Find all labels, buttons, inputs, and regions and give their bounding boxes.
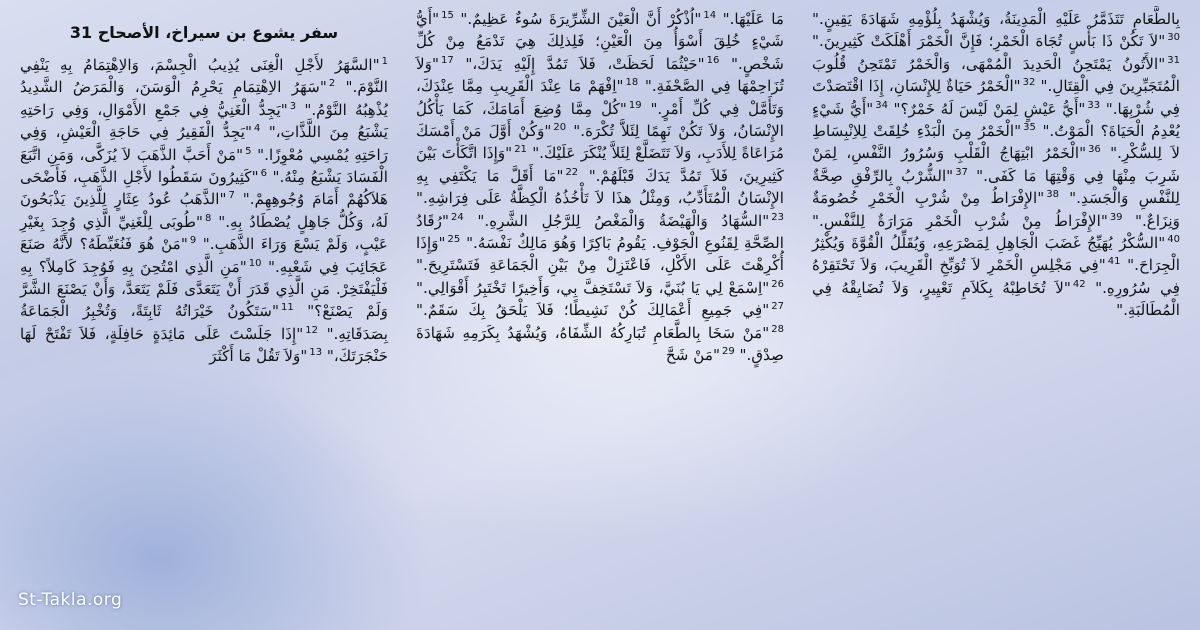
verse xyxy=(812,32,1180,50)
verse-text: "وَإِذَا أُكْرِهْتَ عَلَى الأَكْلِ، فَاعْتَزِلْ مِنْ بَيْنِ الْجَمَاعَةِ فَتَسْتَرِيحَ." xyxy=(416,234,784,275)
verse-text: "أَيُّ شَيْءٍ خُلِقَ أَسْوَأُ مِنَ الْعَيْنِ؛ فَلِذلِكَ هِيَ تَدْمَعُ مِنْ كُلِّ شَخْصٍ." xyxy=(416,10,784,73)
verse-number: 10 xyxy=(248,257,262,269)
verse-text: "سَتَكُونُ خَيْرَاتُهُ ثَابِتَةً، وَتُخْبِرُ الْجَمَاعَةُ بِصَدَقَاتِهِ." xyxy=(20,302,389,343)
text-column-3 xyxy=(798,6,1194,624)
verse-text: "حَيْثُمَا لَحَظَتْ، فَلاَ تَمُدَّ إِلَيْهِ يَدَكَ،" xyxy=(465,54,705,73)
verse-text: "السُّهَادُ وَالْهَيْضَةُ وَالْمَغْصُ لِلرَّجُلِ الشَّرِهِ." xyxy=(477,211,770,230)
verse-number: 35 xyxy=(1023,121,1036,133)
verse-number: 20 xyxy=(553,121,567,133)
verse xyxy=(723,10,784,28)
verse-number: 8 xyxy=(205,212,212,224)
text-column-2 xyxy=(402,6,798,624)
verse-text: "اُذْكُرْ أَنَّ الْعَيْنَ الشِّرِّيرَةَ سُوءٌ عَظِيمٌ." xyxy=(460,10,702,28)
verse-number: 31 xyxy=(1167,54,1180,66)
verse-text: "الْخَمْرُ حَيَاةٌ لِلإِنْسَانِ، إِذَا اقْتَصَدْتَ فِي شُرْبِهَا." xyxy=(812,77,1180,118)
text-column-1 xyxy=(6,6,402,624)
verse-text: "لاَ تُخَاطِبْهُ بِكَلاَمِ تَعْيِيرٍ، وَلاَ تُضَايِقْهُ فِي الْمُطَالَبَةِ." xyxy=(812,278,1180,320)
verse-number: 11 xyxy=(281,302,294,314)
verse-number: 39 xyxy=(1109,211,1123,223)
verse-text: "السُّكْرُ يُهَيِّجُ غَضَبَ الْجَاهِلِ لِمَصْرَعِهِ، وَيُقَلِّلُ الْقُوَّةَ وَيُكْثِرُ الْجِرَاحَ." xyxy=(812,234,1180,275)
verse-text: "يَجِدُّ الْغَنِيُّ فِي جَمْعِ الأَمْوَالِ، وَفِي رَاحَتِهِ يَشْبَعُ مِنَ اللَّذَّاتِ،" xyxy=(20,100,389,142)
verse-text: "أَيُّ شَيْءٍ يُعْدِمُ الْحَيَاةَ؟ الْمَوْتُ." xyxy=(812,99,1180,141)
verse-text: "الإِفْرَاطُ مِنْ شُرْبِ الْخَمْرِ خُصُومَةٌ وَنِزَاعٌ." xyxy=(812,189,1180,230)
verse-number: 21 xyxy=(514,144,527,156)
verse-number: 37 xyxy=(955,166,968,178)
verse xyxy=(666,346,735,364)
verse-number: 18 xyxy=(625,77,639,89)
chapter-page xyxy=(6,6,1194,624)
verse-text: "مَنْ شَحَّ xyxy=(665,346,720,365)
verse-number: 34 xyxy=(875,99,888,111)
verse-number: 13 xyxy=(309,347,323,359)
verse-text: "مَنِ الَّذِي امْتُحِنَ بِهِ فَوُجِدَ كَامِلاً؟ بِهِ فَلْيَفْتَخِرْ. مَنِ الَّذِي قَدَرَ أَنْ يَتَعَدَّى فَلَمْ يَتَعَدَّ، وَأَنْ يَصْنَعَ الشَّرَّ وَلَمْ يَصْنَعْ؟" xyxy=(20,257,389,321)
verse-number: 22 xyxy=(565,166,579,178)
verse-number: 19 xyxy=(628,99,642,111)
verse-text: "كَثِيرُونَ سَقَطُوا لأَجْلِ الذَّهَبِ، فَأَضْحَى هَلاَكُهُمْ أَمَامَ وُجُوهِهِمْ." xyxy=(20,168,388,209)
verse-text: "رُقَادُ الصِّحَّةِ لِقَنُوعِ الْجَوْفِ. يَقُومُ بَاكِرًا وَهُوَ مَالِكٌ نَفْسَهُ." xyxy=(416,211,785,253)
verse-text: مَا عَلَيْهَا." xyxy=(722,10,784,28)
verse-text: "فِي جَمِيعِ أَعْمَالِكَ كُنْ نَشِيطًا؛ فَلاَ يَلْحَقُ بِكَ سَقَمٌ." xyxy=(416,301,770,320)
verse-number: 24 xyxy=(450,211,464,223)
verse-number: 28 xyxy=(771,323,784,335)
verse-number: 6 xyxy=(260,167,267,179)
verse-text: "الذَّهَبُ عُودُ عِثَارٍ لِلَّذِينَ يَذْبَحُونَ لَهُ، وَكُلُّ جَاهِلٍ يُصْطَادُ بِهِ." xyxy=(20,190,388,231)
verse-list xyxy=(416,8,784,367)
verse xyxy=(812,212,1123,230)
verse-number: 7 xyxy=(228,190,235,202)
verse xyxy=(460,10,716,28)
verse-text: "يَجِدُّ الْفَقِيرُ فِي حَاجَةِ الْعَيْشِ، وَفِي رَاحَتِهِ يُمْسِي مُعْوِزًا." xyxy=(20,123,388,164)
verse-list xyxy=(20,54,388,368)
verse-text: "مَنْ سَخَا بِالطَّعَامِ تُبَارِكُهُ الشِّفَاهُ، وَيُشْهَدُ بِكَرَمِهِ شَهَادَةَ صِدْقٍ." xyxy=(416,323,784,365)
verse-text: "وَكُنْ أَوَّلَ مَنْ أَمْسَكَ مُرَاعَاةً لِلأَدَبِ، وَلاَ تَتَضَلَّعْ لِئَلاَّ يُنْكَرَ عَلَيْكَ." xyxy=(416,122,785,163)
verse-text: "لاَ تَكُنْ ذَا بَأْسٍ تُجَاهَ الْخَمْرِ؛ فَإِنَّ الْخَمْرَ أَهْلَكَتْ كَثِيرِينَ." xyxy=(812,32,1166,51)
verse-number: 2 xyxy=(328,78,336,90)
verse-number: 25 xyxy=(447,234,461,245)
verse-text: "وَلاَ تُزَاحِمْهَا فِي الصَّحْفَةِ." xyxy=(416,54,784,96)
verse-text: "الْخَمْرُ ابْتِهَاجُ الْقَلْبِ وَسُرُورُ النَّفْسِ، لِمَنْ شَرِبَ مِنْهَا فِي وَقْتِهَا مَا كَفَى." xyxy=(812,144,1181,185)
verse-number: 40 xyxy=(1167,234,1180,245)
verse-number: 30 xyxy=(1167,32,1180,44)
verse-number: 41 xyxy=(1107,256,1121,268)
verse-number: 15 xyxy=(441,9,454,21)
verse-text: بِالطَّعَامِ تَتَذَمَّرُ عَلَيْهِ الْمَدِينَةُ، وَيُشْهَدُ بِلُؤْمِهِ شَهَادَةَ يَقِينٍ." xyxy=(812,10,1180,28)
verse-text: "طُوبَى لِلْغَنِيِّ الَّذِي وُجِدَ بِغَيْرِ عَيْبٍ، وَلَمْ يَسْعَ وَرَاءَ الذَّهَبِ." xyxy=(20,212,388,254)
verse-number: 32 xyxy=(1022,77,1036,89)
verse-text: "الْخَمْرُ مِنَ الْبَدْءِ خُلِقَتْ لِلاِنْبِسَاطِ لاَ لِلسُّكْرِ." xyxy=(812,122,1180,163)
verse-text: "السَّهَرُ لأَجْلِ الْغِنَى يُذِيبُ الْجِسْمَ، وَالاِهْتِمَامُ بِهِ يَنْفِي النَّوْمَ." xyxy=(20,56,388,97)
verse-number: 4 xyxy=(253,123,261,135)
verse-number: 12 xyxy=(305,324,318,336)
verse-text: "الإِفْرَاطُ مِنْ شُرْبِ الْخَمْرِ مَرَارَةٌ لِلنَّفْسِ." xyxy=(812,211,1108,230)
verse-text: "سَهَرُ الاِهْتِمَامِ يَحْرِمُ الْوَسَنَ، وَالْمَرَضُ الشَّدِيدُ يُذْهِبُهُ النَّوْمُ." xyxy=(20,78,388,119)
verse-number: 27 xyxy=(771,301,784,313)
verse-number: 38 xyxy=(1046,189,1059,201)
verse-number: 5 xyxy=(245,145,252,157)
verse-list xyxy=(812,8,1180,322)
verse-text: "مَا أَقَلَّ مَا يَكْتَفِي بِهِ الإِنْسَانُ الْمُتَأَدِّبُ، وَمِثْلُ هذَا لاَ تَأْخُذُهُ الْكِظَّةُ عَلَى فِرَاشِهِ." xyxy=(416,166,784,208)
verse-text: "إِذَا جَلَسْتَ عَلَى مَائِدَةٍ حَافِلَةٍ، فَلاَ تَفْتَحْ لَهَا حَنْجَرَتَكَ،" xyxy=(20,324,388,366)
verse-number: 16 xyxy=(706,54,720,66)
verse-text: "وَإِذَا اتَّكَأْتَ بَيْنَ كَثِيرِينَ، فَلاَ تَمُدَّ يَدَكَ قَبْلَهُمْ." xyxy=(416,144,784,185)
verse-number: 26 xyxy=(771,278,784,290)
verse-number: 14 xyxy=(703,9,717,21)
verse-text: "أَيُّ عَيْشٍ لِمَنْ لَيْسَ لَهُ خَمْرٌ؟" xyxy=(893,99,1086,118)
verse-text: "مَنْ أَحَبَّ الذَّهَبَ لاَ يُزَكَّى، وَمَنِ اتَّبَعَ الْفَسَادَ يَشْبَعُ مِنْهُ." xyxy=(20,145,389,187)
verse-number: 3 xyxy=(289,100,297,112)
verse-number: 29 xyxy=(721,346,735,358)
verse-number: 36 xyxy=(1088,144,1101,156)
verse xyxy=(465,55,719,73)
verse-text: "الأَتُونُ يَمْتَحِنُ الْحَدِيدَ الْمُمْهَى، وَالْخَمْرُ تَمْتَحِنُ قُلُوبَ الْمُتَجَبِّرِينَ فِي الْقِتَالِ." xyxy=(812,54,1181,96)
verse xyxy=(416,279,784,297)
verse xyxy=(416,301,784,319)
verse-text: "اِفْهَمْ مَا عِنْدَ الْقَرِيبِ مِمَّا عِنْدَكَ، وَتَأَمَّلْ فِي كُلِّ أَمْرٍ." xyxy=(416,77,784,118)
verse-text: "كُلْ مِمَّا وُضِعَ أَمَامَكَ، كَمَا يَأْكُلُ الإِنْسَانُ، وَلاَ تَكُنْ نَهِمًا لِئَلاَّ تُكْرَهَ." xyxy=(416,99,784,141)
verse-number: 42 xyxy=(1072,278,1086,290)
verse xyxy=(477,212,784,230)
verse-text: "وَلاَ تَقُلْ مَا أَكْثَرَ xyxy=(209,347,308,366)
verse-text: "مَنْ هُوَ فَنُغَبِّطَهُ؟ لأَنَّهُ صَنَعَ عَجَائِبَ فِي شَعْبِهِ." xyxy=(20,235,389,276)
verse-text: "الشُّرْبُ بِالرِّفْقِ صِحَّةٌ لِلنَّفْسِ وَالْجَسَدِ." xyxy=(812,166,1180,208)
chapter-title: سفر يشوع بن سيراخ، الأصحاح 31 xyxy=(69,23,339,42)
verse-number: 33 xyxy=(1087,99,1101,111)
verse-number: 23 xyxy=(771,211,785,223)
verse xyxy=(894,100,1101,118)
verse xyxy=(209,347,322,365)
site-watermark: St-Takla.org xyxy=(18,590,123,610)
verse-text: "فِي مَجْلِسِ الْخَمْرِ لاَ تُوَبِّخِ الْقَرِيبَ، وَلاَ تَحْتَقِرْهُ فِي سُرُورِهِ." xyxy=(812,256,1180,297)
verse-text: "اِسْمَعْ لِي يَا بُنَيَّ، وَلاَ تَسْتَخِفَّ بِي، وَأَخِيرًا تَخْتَبِرُ أَقْوَالِي." xyxy=(416,278,770,297)
verse-number: 9 xyxy=(189,235,197,247)
verse-number: 1 xyxy=(381,55,388,67)
verse xyxy=(812,10,1180,28)
verse-number: 17 xyxy=(440,54,454,66)
